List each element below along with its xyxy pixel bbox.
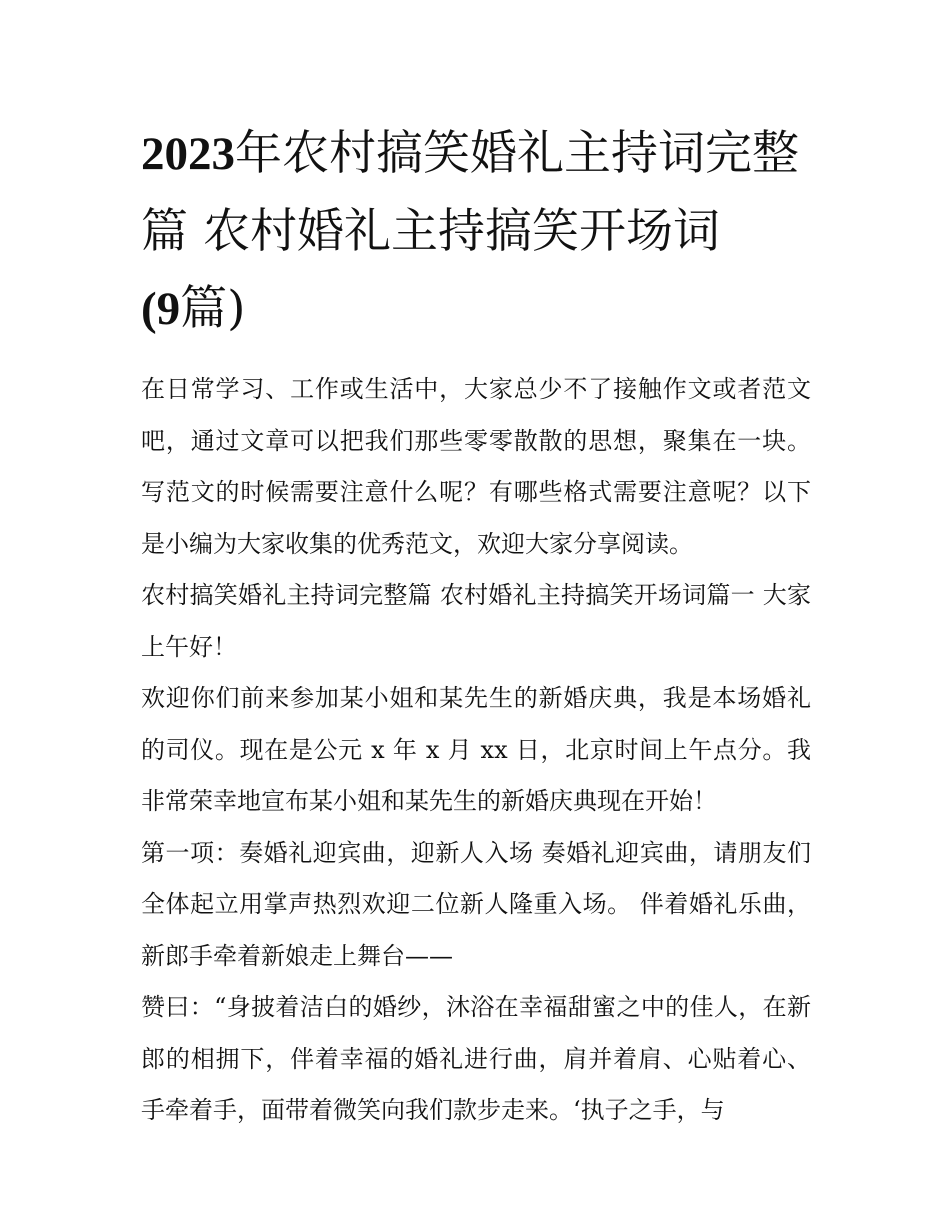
- paragraph-step-one: 第一项：奏婚礼迎宾曲，迎新人入场 奏婚礼迎宾曲，请朋友们全体起立用掌声热烈欢迎二位新人隆重入场。 伴着婚礼乐曲，新郎手牵着新娘走上舞台——: [141, 838, 811, 970]
- title-count-prefix: (9: [141, 283, 181, 335]
- paragraph-welcome: 欢迎你们前来参加某小姐和某先生的新婚庆典，我是本场婚礼的司仪。现在是公元 x 年 x 月 xx 日，北京时间上午点分。我非常荣幸地宣布某小姐和某先生的新婚庆典现在开始！: [141, 684, 811, 815]
- title-year: 2023: [141, 128, 235, 180]
- document-content: [141, 115, 811, 1137]
- paragraph-praise: 赞曰：“身披着洁白的婚纱，沐浴在幸福甜蜜之中的佳人，在新郎的相拥下，伴着幸福的婚礼进行曲，肩并着肩、心贴着心、手牵着手，面带着微笑向我们款步走来。‘执子之手，与: [141, 993, 811, 1124]
- paragraph-intro: 在日常学习、工作或生活中，大家总少不了接触作文或者范文吧，通过文章可以把我们那些零零散散的思想，聚集在一块。写范文的时候需要注意什么呢？有哪些格式需要注意呢？以下是小编为大家收集的优秀范文，欢迎大家分享阅读。: [141, 375, 811, 558]
- title-count-suffix: 篇): [180, 281, 246, 336]
- document-title: [141, 115, 811, 348]
- title-main: 年农村搞笑婚礼主持词完整篇 农村婚礼主持搞笑开场词: [141, 126, 799, 259]
- paragraph-section-heading: 农村搞笑婚礼主持词完整篇 农村婚礼主持搞笑开场词篇一 大家上午好！: [141, 581, 811, 661]
- document-body: [141, 364, 811, 1137]
